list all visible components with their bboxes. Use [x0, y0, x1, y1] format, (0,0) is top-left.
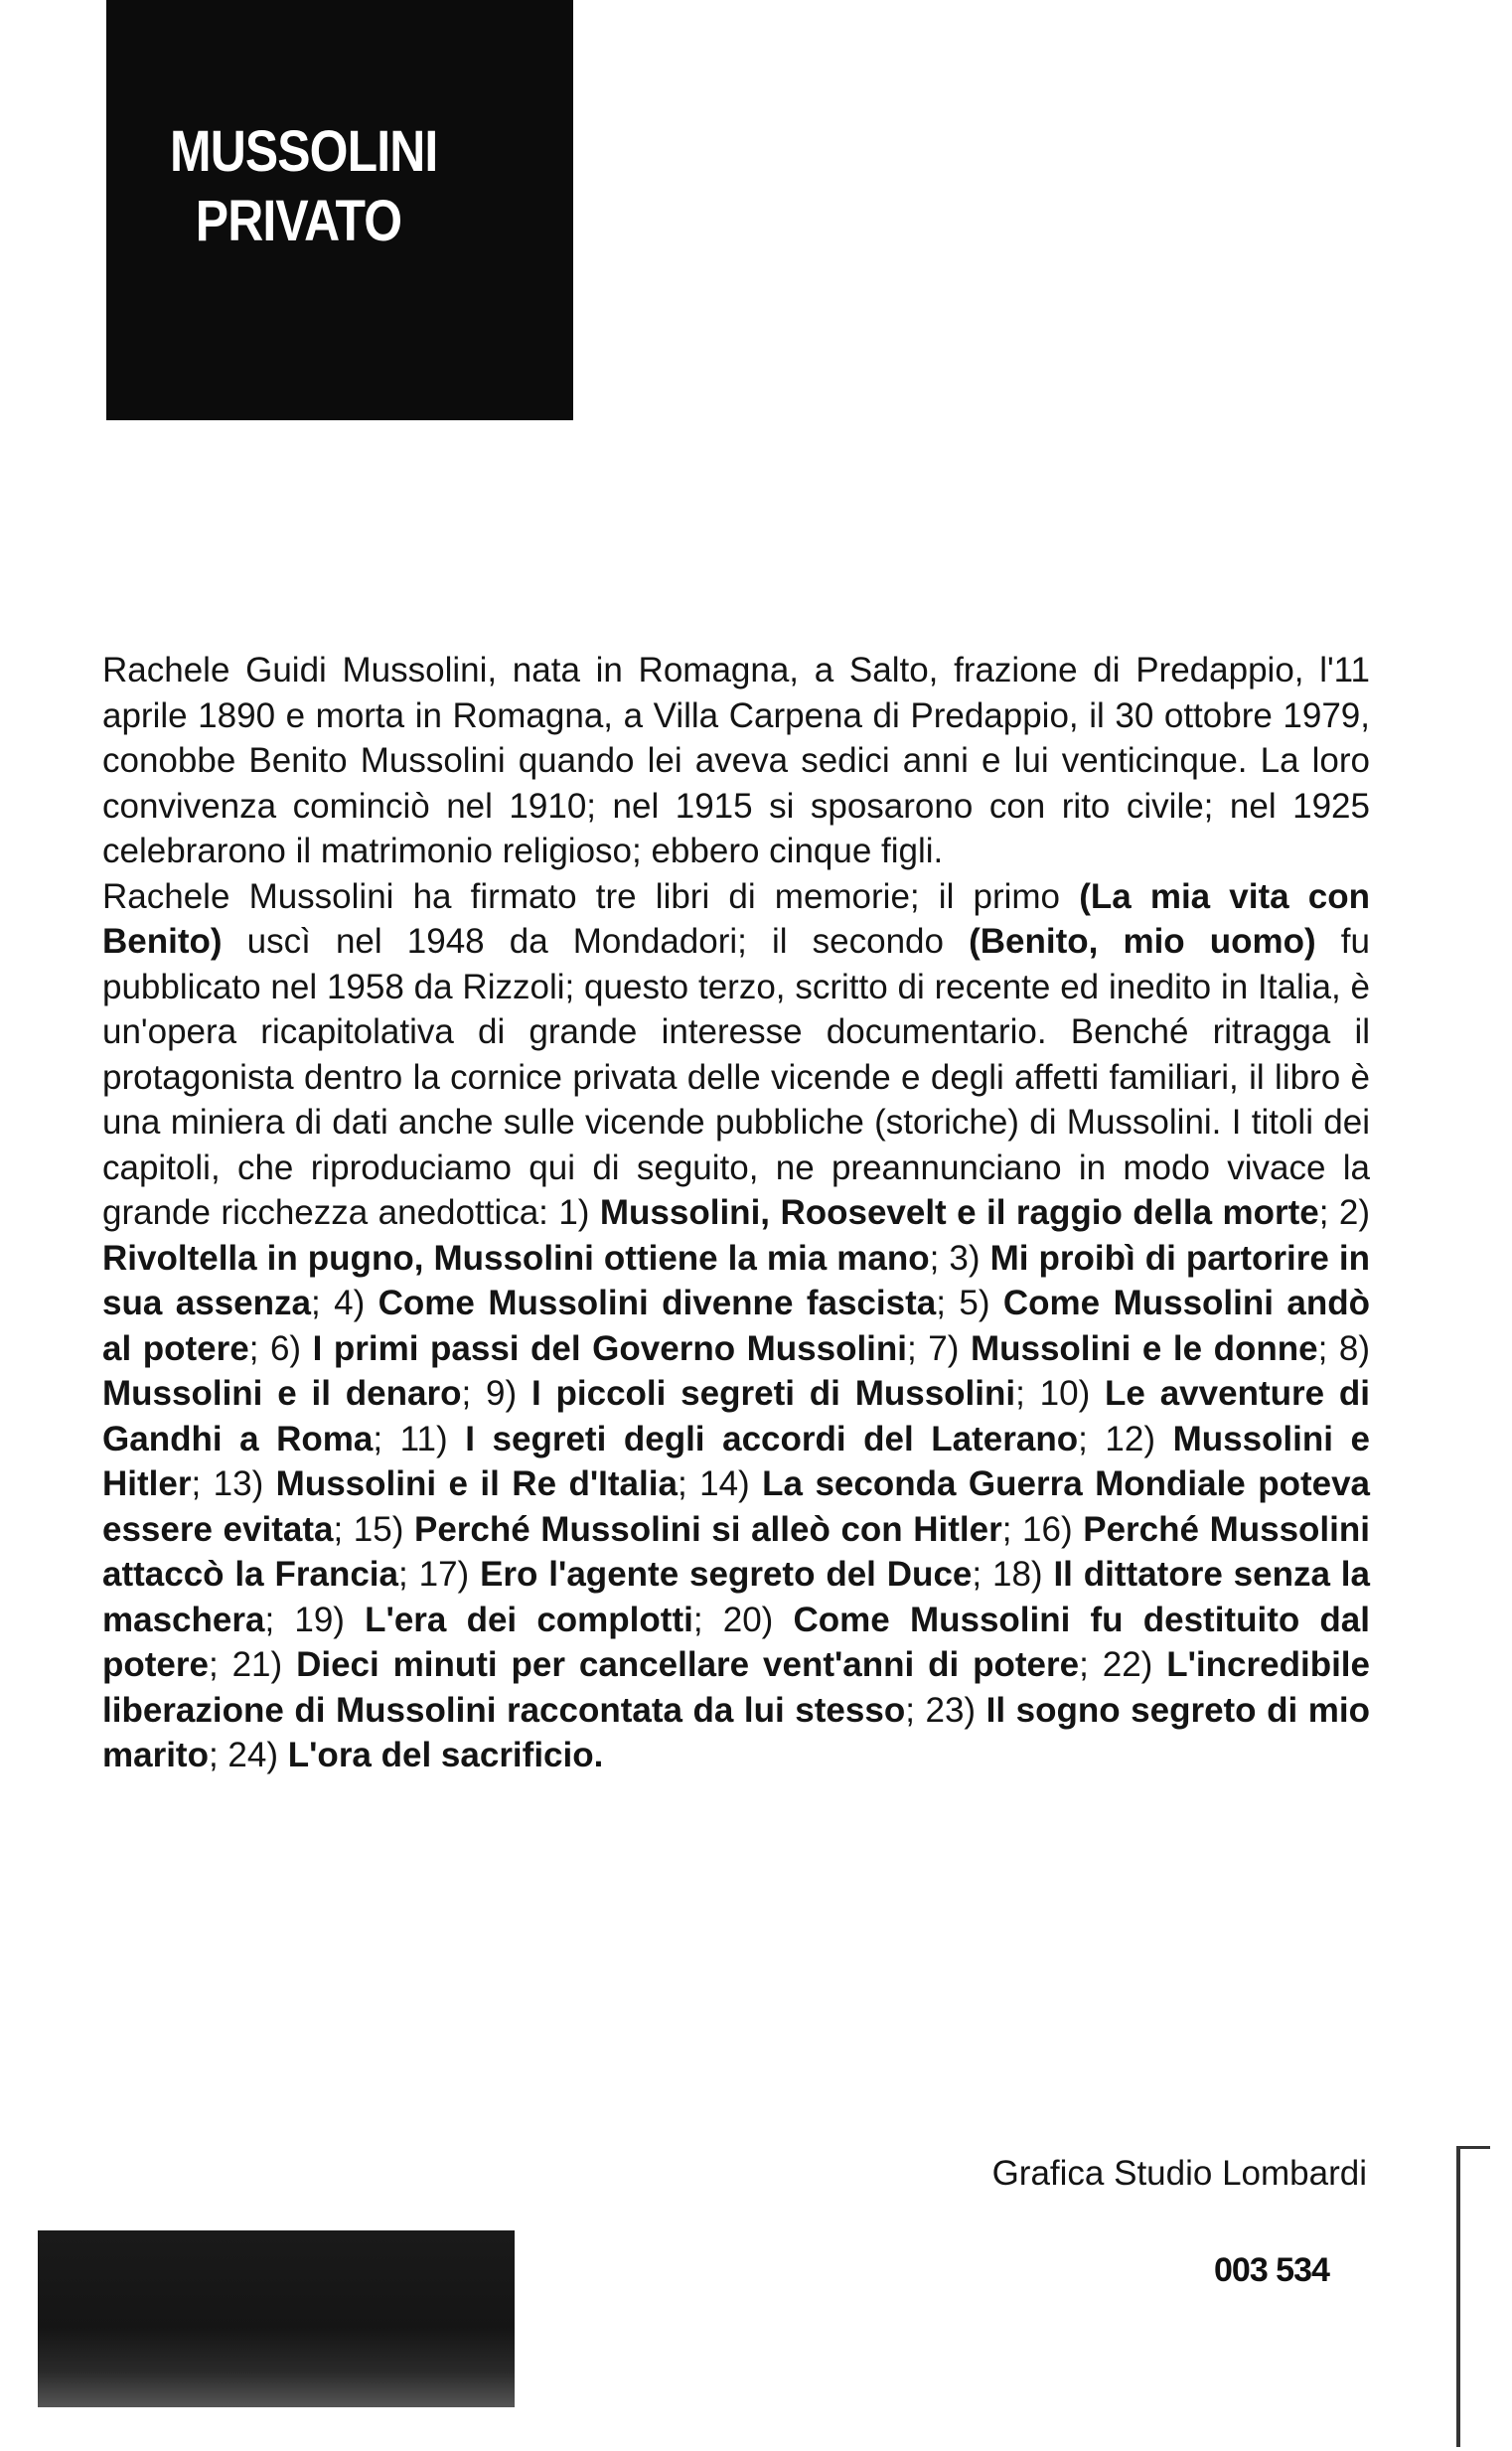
text-run: ; 22) [1079, 1645, 1167, 1684]
text-run: ; 18) [972, 1555, 1054, 1594]
text-run: uscì nel 1948 da Mondadori; il secondo [222, 922, 970, 961]
book-title [170, 117, 437, 256]
spine-edge-mark [1456, 2146, 1490, 2447]
bold-text-run: Come Mussolini fu destituito dal potere [102, 1600, 1370, 1684]
text-run: fu pubblicato nel 1958 da Rizzoli; questo terzo, scritto di recente ed inedito in Italia, è un'opera ricapitolativa di grande interesse documentario. Benché ritragga il protagonista dentro la cornice privata delle vicende e degli affetti familiari, il libro è una miniera di dati anche sulle vicende pubbliche (storiche) di Mussolini. I titoli dei capitoli, che riproduciamo qui di seguito, ne preannunciano in modo vivace la grande ricchezza anedottica: 1) [102, 922, 1370, 1232]
bold-text-run: Rivoltella in pugno, Mussolini ottiene la mia mano [102, 1238, 930, 1278]
bold-text-run: Mussolini e Hitler [102, 1419, 1370, 1503]
text-run: ; 17) [398, 1555, 481, 1594]
text-run: ; 10) [1015, 1374, 1106, 1413]
bold-text-run: Mussolini e il denaro [102, 1374, 462, 1413]
text-run: ; 2) [1318, 1193, 1370, 1232]
bold-text-run: I segreti degli accordi del Laterano [465, 1419, 1079, 1458]
text-run: ; 12) [1078, 1419, 1173, 1458]
text-run: ; 11) [373, 1419, 466, 1458]
bold-text-run: L'incredibile liberazione di Mussolini raccontata da lui stesso [102, 1645, 1370, 1730]
bold-text-run: Dieci minuti per cancellare vent'anni di potere [296, 1645, 1080, 1684]
bold-text-run: I primi passi del Governo Mussolini [312, 1328, 908, 1368]
catalog-code: 003 534 [1214, 2251, 1329, 2289]
text-run: ; 5) [936, 1284, 1003, 1322]
text-run: ; 8) [1317, 1328, 1370, 1368]
title-block [106, 0, 573, 420]
text-run: ; 14) [677, 1464, 763, 1503]
text-run: ; 6) [248, 1328, 313, 1368]
text-run: Rachele Guidi Mussolini, nata in Romagna, a Salto, frazione di Predappio, l'11 aprile 1890 e morta in Romagna, a Villa Carpena di Predappio, il 30 ottobre 1979, conobbe Benito Mussolini quando lei aveva sedici anni e lui venticinque. La loro convivenza cominciò nel 1910; nel 1915 si sposarono con rito civile; nel 1925 celebrarono il matrimonio religioso; ebbero cinque figli. [102, 651, 1370, 870]
bold-text-run: Perché Mussolini si alleò con Hitler [413, 1509, 1002, 1549]
text-run: ; 15) [333, 1509, 414, 1549]
bold-text-run: Il dittatore senza la maschera [102, 1555, 1370, 1639]
text-run: ; 16) [1001, 1509, 1084, 1549]
bold-text-run: Mi proibì di partorire in sua assenza [102, 1238, 1370, 1322]
bold-text-run: Come Mussolini andò al potere [102, 1284, 1370, 1368]
bold-text-run: L'ora del sacrificio. [287, 1736, 604, 1774]
dark-sticker-bar [38, 2230, 515, 2407]
description-paragraph-2 [102, 874, 1370, 1778]
bold-text-run: La seconda Guerra Mondiale poteva essere evitata [102, 1464, 1371, 1549]
bold-text-run: (La mia vita con Benito) [102, 876, 1370, 961]
text-run: ; 24) [208, 1736, 288, 1774]
bold-text-run: L'era dei complotti [365, 1600, 693, 1639]
text-run: ; 9) [461, 1374, 531, 1413]
text-run: ; 7) [907, 1328, 971, 1368]
bold-text-run: (Benito, mio uomo) [969, 922, 1316, 961]
book-description [102, 648, 1370, 1778]
bold-text-run: I piccoli segreti di Mussolini [530, 1374, 1016, 1413]
text-run: ; 23) [905, 1690, 986, 1730]
text-run: ; 13) [191, 1464, 276, 1503]
bold-text-run: Mussolini e il Re d'Italia [275, 1464, 678, 1503]
bold-text-run: Mussolini, Roosevelt e il raggio della morte [599, 1193, 1319, 1232]
bold-text-run: Il sogno segreto di mio marito [102, 1690, 1370, 1774]
text-run: ; 4) [310, 1284, 378, 1322]
bold-text-run: Come Mussolini divenne fascista [378, 1284, 937, 1322]
text-run: Rachele Mussolini ha firmato tre libri di memorie; il primo [102, 876, 1080, 916]
text-run: ; 21) [208, 1645, 297, 1684]
text-run: ; 3) [929, 1238, 990, 1278]
graphic-design-credit: Grafica Studio Lombardi [991, 2154, 1367, 2193]
description-paragraph-1 [102, 648, 1370, 874]
book-title-line-1: MUSSOLINI [170, 119, 438, 184]
bold-text-run: Perché Mussolini attaccò la Francia [102, 1509, 1370, 1594]
text-run: ; 20) [692, 1600, 794, 1639]
book-title-line-2: PRIVATO [195, 189, 402, 253]
text-run: ; 19) [264, 1600, 366, 1639]
bold-text-run: Le avventure di Gandhi a Roma [102, 1374, 1370, 1458]
bold-text-run: Mussolini e le donne [970, 1328, 1318, 1368]
bold-text-run: Ero l'agente segreto del Duce [480, 1555, 973, 1594]
